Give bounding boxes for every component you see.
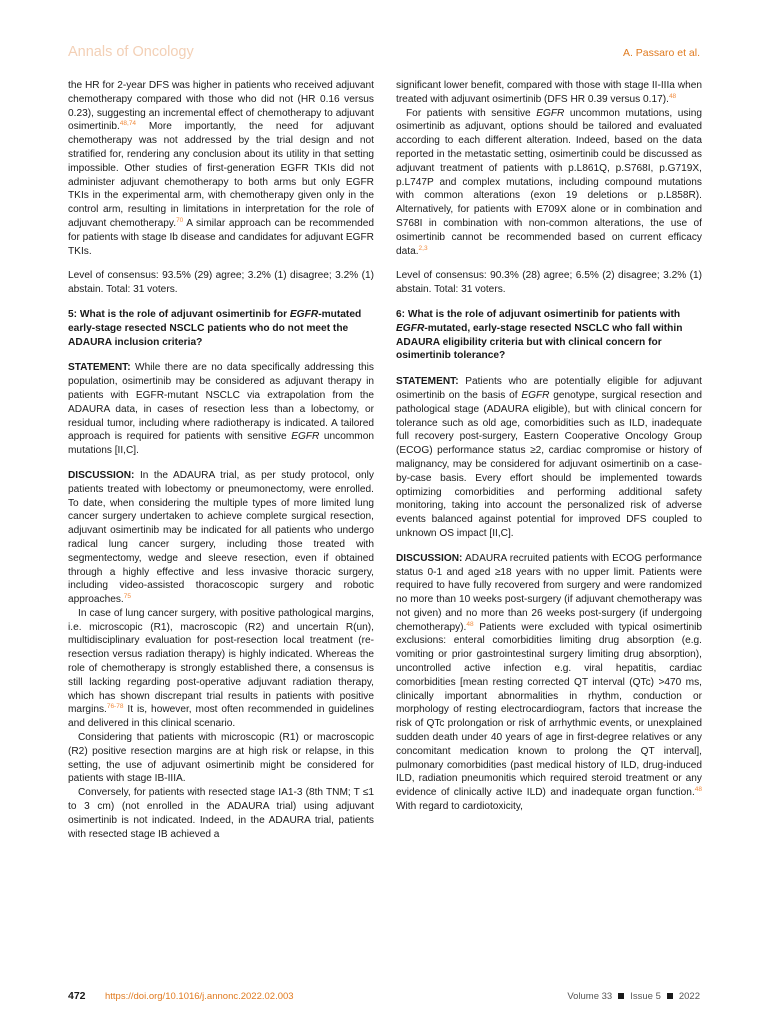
left-column: [68, 79, 374, 841]
running-header: [68, 44, 700, 64]
consensus-level: Level of consensus: 93.5% (29) agree; 3.2% (1) disagree; 3.2% (1) abstain. Total: 31 voters.: [68, 270, 374, 296]
question-heading: 6: What is the role of adjuvant osimertinib for patients with EGFR-mutated, early-stage resected NSCLC who fall within ADAURA eligibility criteria but with clinical concern for osimertinib tolerance?: [396, 308, 683, 362]
volume-info: Volume 33 Issue 5 2022: [567, 991, 700, 1002]
paragraph: Conversely, for patients with resected stage IA1-3 (8th TNM; T ≤1 to 3 cm) (not enrolled in the ADAURA trial) using adjuvant osimertinib is not indicated. Indeed, in the ADAURA trial, patients with resected stage IB achieved a: [68, 787, 374, 840]
square-bullet-icon: [618, 993, 624, 999]
citation-link[interactable]: 48: [668, 92, 677, 100]
question-heading: 5: What is the role of adjuvant osimertinib for EGFR-mutated early-stage resected NSCLC patients who do not meet the ADAURA inclusion criteria?: [68, 308, 362, 348]
citation-link[interactable]: 75: [123, 593, 131, 601]
statement-paragraph: STATEMENT: Patients who are potentially eligible for adjuvant osimertinib on the basis of EGFR genotype, surgical resection and pathological stage (ADAURA eligible), but with clinical concern for tolerance such as old age, comorbidities such as ILD, inadequate full recovery post-surgery, Eastern Cooperative Oncology Group (ECOG) performance status ≥2, cardiac compromise or history of malignancy, may be considered for adjuvant osimertinib on a case-by-case basis. Every effort should be implemented towards optimizing comorbidities and performing additional safety monitoring, taking into account the personalized risk of adverse events balanced against potential for improved DFS coupled to unknown OS impact [II,C].: [396, 376, 703, 539]
journal-title: Annals of Oncology: [68, 44, 194, 60]
citation-link[interactable]: 48,74: [119, 120, 137, 128]
statement-paragraph: STATEMENT: While there are no data specifically addressing this population, osimertinib may be considered as adjuvant therapy in patients with EGFR-mutant NSCLC via extrapolation from the ADAURA data, in cases of resection less than a lobectomy, or residual tumor, including where radiotherapy is indicated. A tailored approach is required for patients with sensitive EGFR uncommon mutations [II,C].: [68, 362, 374, 457]
right-column: [396, 79, 702, 814]
paragraph: In case of lung cancer surgery, with positive pathological margins, i.e. microscopic (R1), macroscopic (R2) and uncertain R(un), multidisciplinary evaluation for post-resection local treatment (re-resection versus radiation therapy) is highly indicated. Whereas the role of chemotherapy is strongly established there, a consensus is still lacking regarding post-operative adjuvant radiation therapy, which has shown discrepant trial results in patients with positive margins.$^{76-78}$ It is, however, most often recommended in guidelines and delivered in this clinical scenario.: [68, 607, 374, 730]
citation-link[interactable]: 48: [466, 620, 474, 628]
discussion-paragraph: DISCUSSION: In the ADAURA trial, as per study protocol, only patients treated with lobectomy or pneumonectomy, were enrolled. To date, when considering the multiple types of more limited lung cancer surgery undertaken to achieve complete surgical resection, adjuvant osimertinib may be indicated for all patients who undergo radical lung cancer surgery, including those treated with segmentectomy, wedge and sleeve resection, even if obtained through a highly effective and less invasive thoracic surgery, including video-assisted thoracoscopic surgery and robotic approaches.$^{75}$: [68, 469, 374, 606]
discussion-paragraph: DISCUSSION: ADAURA recruited patients with ECOG performance status 0-1 and aged ≥18 years with no upper limit. Patients were required to have fully recovered from surgery and were randomized no more than 10 weeks post-surgery (if adjuvant chemotherapy was not given) and no more than 26 weeks post-surgery (if undergoing chemotherapy).$^{48}$ Patients were excluded with typical osimertinib exclusions: enteral comorbidities limiting drug absorption (e.g. vomiting or prior gastrointestinal surgery limiting drug absorption), uncontrolled active infection e.g. viral hepatitis, cardiac comorbidities [mean resting corrected QT interval (QTc) >470 ms, clinically important abnormalities in rhythm, conduction or morphology of resting electrocardiogram, factors that increase the risk of QTc prolongation or risk of arrhythmic events, or unexplained sudden death under 40 years of age in first-degree relatives or any concomitant medication known to prolong the QT interval], pulmonary comorbidities (past medical history of ILD, drug-induced ILD, radiation pneumonitis which required steroid treatment or any evidence of clinically active ILD) and inadequate organ function.$^{48}$ With regard to cardiotoxicity,: [396, 552, 702, 813]
doi-link[interactable]: https://doi.org/10.1016/j.annonc.2022.02.003: [105, 991, 294, 1002]
paragraph: the HR for 2-year DFS was higher in patients who received adjuvant chemotherapy compared with those who did not (HR 0.16 versus 0.23), suggesting an incremental effect of chemotherapy to adjuvant osimertinib.$^{48,74}$ More importantly, the need for adjuvant chemotherapy was not addressed by the trial design and not stratified for, rendering any conclusion about its utility in that setting impossible. Other studies of first-generation EGFR TKIs did not administer adjuvant chemotherapy to both arms but only EGFR TKIs in the experimental arm, with chemotherapy given only in the control arm, resulting in limitations in interpretation for the role of adjuvant chemotherapy.$^{70}$ A similar approach can be recommended for patients with stage Ib disease and candidates for adjuvant EGFR TKIs.: [68, 80, 374, 257]
paragraph: For patients with sensitive EGFR uncommon mutations, using osimertinib as adjuvant, options should be tailored and evaluated according to each different alteration. Indeed, based on the data reported in the metastatic setting, osimertinib could be discussed as adjuvant treatment of patients with p.L861Q, p.S768I, p.G719X, p.L747P and complex mutations, including compound mutations with common alterations (exon 19 deletions or p.L858R). Alternatively, for patients with E709X alone or in combination and S768I in combination with non-common alterations, the use of osimertinib cannot be recommended based on current efficacy data.$^{2,3}$: [396, 107, 702, 257]
paragraph: Considering that patients with microscopic (R1) or macroscopic (R2) positive resection margins are at high risk or relapse, in this setting, the use of adjuvant osimertinib might be considered for patients with stage IB-IIIA.: [68, 732, 374, 785]
page-number: 472: [68, 990, 86, 1002]
square-bullet-icon: [667, 993, 673, 999]
citation-link[interactable]: 48: [694, 786, 702, 794]
consensus-level: Level of consensus: 90.3% (28) agree; 6.5% (2) disagree; 3.2% (1) abstain. Total: 31 voters.: [396, 270, 702, 296]
paragraph: significant lower benefit, compared with those with stage II-IIIa when treated with adjuvant osimertinib (DFS HR 0.39 versus 0.17).$^{48}$: [396, 80, 702, 105]
page-footer: [68, 990, 700, 1006]
citation-link[interactable]: 76-78: [106, 703, 124, 711]
citation-link[interactable]: 2,3: [418, 244, 428, 252]
running-authors: A. Passaro et al.: [622, 47, 700, 59]
citation-link[interactable]: 70: [176, 216, 184, 224]
